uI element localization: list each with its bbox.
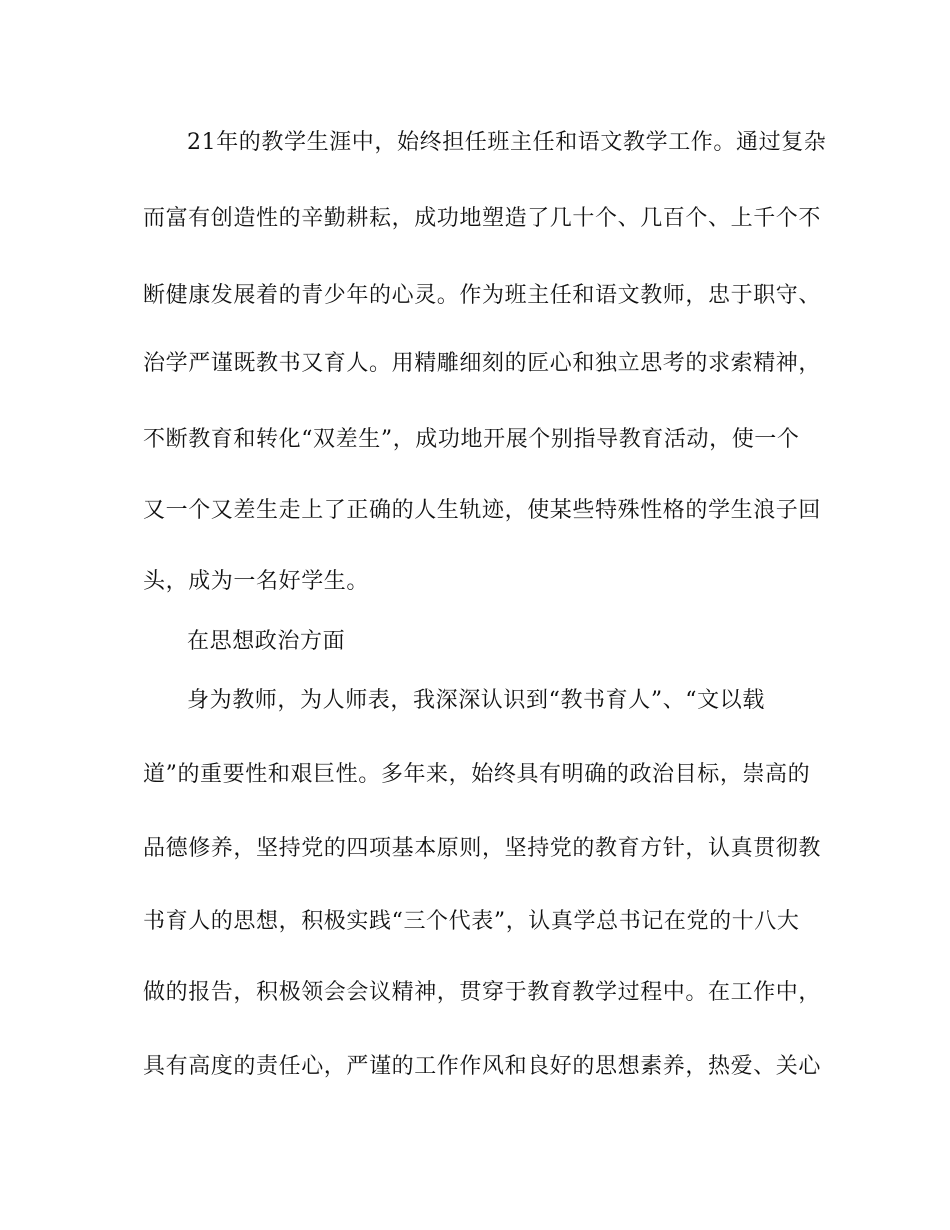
paragraph-1-line-6: 又一个又差生走上了正确的人生轨迹，使某些特殊性格的学生浪子回 — [143, 498, 822, 523]
paragraph-2-line-6: 具有高度的责任心，严谨的工作作风和良好的思想素养，热爱、关心 — [143, 1054, 822, 1079]
paragraph-1-line-4: 治学严谨既教书又育人。用精雕细刻的匠心和独立思考的求索精神， — [143, 351, 822, 376]
paragraph-2-line-1: 身为教师，为人师表，我深深认识到“教书育人”、“文以载 — [187, 688, 765, 713]
paragraph-1-line-7: 头，成为一名好学生。 — [143, 569, 370, 594]
paragraph-1-line-5: 不断教育和转化“双差生”，成功地开展个别指导教育活动，使一个 — [143, 427, 800, 452]
paragraph-2-line-2: 道”的重要性和艰巨性。多年来，始终具有明确的政治目标，崇高的 — [143, 762, 811, 787]
paragraph-2-line-3: 品德修养，坚持党的四项基本原则，坚持党的教育方针，认真贯彻教 — [143, 836, 822, 861]
paragraph-1-line-2: 而富有创造性的辛勤耕耘，成功地塑造了几十个、几百个、上千个不 — [143, 206, 822, 231]
paragraph-1-line-3: 断健康发展着的青少年的心灵。作为班主任和语文教师，忠于职守、 — [143, 283, 822, 308]
section-heading: 在思想政治方面 — [187, 629, 346, 654]
paragraph-1-line-1: 21年的教学生涯中，始终担任班主任和语文教学工作。通过复杂 — [187, 130, 827, 155]
paragraph-2-line-5: 做的报告，积极领会会议精神，贯穿于教育教学过程中。在工作中， — [143, 980, 822, 1005]
paragraph-2-line-4: 书育人的思想，积极实践“三个代表”，认真学总书记在党的十八大 — [143, 909, 800, 934]
